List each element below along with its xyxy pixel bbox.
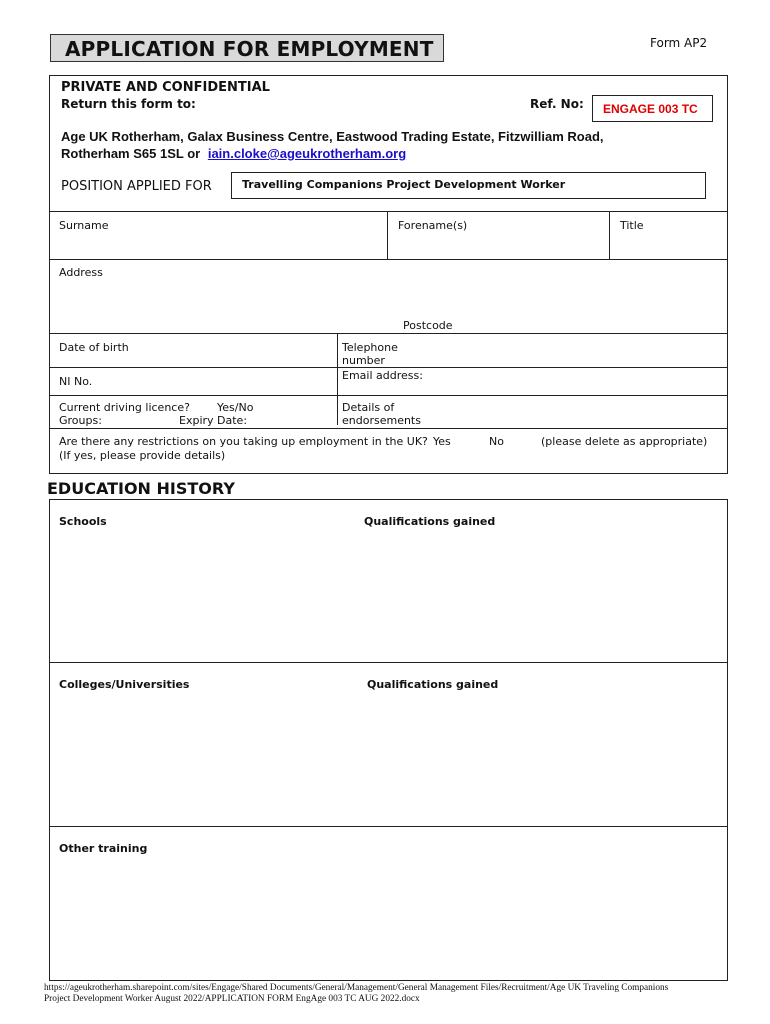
address-label: Address: [59, 266, 103, 279]
position-value: Travelling Companions Project Development Worker: [242, 178, 566, 191]
schools-label: Schools: [59, 515, 107, 528]
schools-field[interactable]: [50, 500, 350, 662]
colleges-label: Colleges/Universities: [59, 678, 190, 691]
forenames-field[interactable]: [388, 212, 609, 259]
email-label: Email address:: [342, 369, 423, 382]
ni-label: NI No.: [59, 375, 93, 388]
form-code: Form AP2: [650, 36, 708, 50]
restrictions-note: (please delete as appropriate): [541, 435, 708, 448]
postcode-label: Postcode: [403, 319, 453, 332]
page-title: APPLICATION FOR EMPLOYMENT: [65, 37, 434, 61]
restrictions-details-label: (If yes, please provide details): [59, 449, 226, 462]
restrictions-no-option[interactable]: No: [489, 435, 504, 448]
other-training-label: Other training: [59, 842, 148, 855]
title-label: Title: [620, 219, 644, 232]
footer-line-1: https://ageukrotherham.sharepoint.com/sites/Engage/Shared Documents/General/Management/General Management Files/Recruitment/Age UK Traveling Companions: [44, 983, 669, 993]
dob-label: Date of birth: [59, 341, 129, 354]
colleges-qualifications-field[interactable]: [350, 663, 727, 826]
footer-path: [44, 983, 734, 1005]
position-field[interactable]: [231, 172, 706, 199]
endorsements-field[interactable]: [338, 396, 727, 425]
groups-label: Groups:: [59, 414, 102, 427]
expiry-label: Expiry Date:: [179, 414, 248, 427]
endorsements-label-2: endorsements: [342, 414, 421, 427]
email-address-field[interactable]: [338, 368, 727, 395]
schools-qualifications-field[interactable]: [350, 500, 727, 662]
restrictions-field[interactable]: [50, 429, 727, 473]
endorsements-label-1: Details of: [342, 401, 395, 414]
position-label: POSITION APPLIED FOR: [61, 179, 212, 194]
ref-number-field[interactable]: [592, 95, 713, 122]
colleges-qualifications-label: Qualifications gained: [367, 678, 499, 691]
surname-field[interactable]: [50, 212, 387, 259]
address-line2: [61, 146, 406, 161]
title-field[interactable]: [610, 212, 727, 259]
restrictions-yes-option[interactable]: Yes: [433, 435, 451, 448]
ni-field[interactable]: [50, 368, 337, 395]
restrictions-question: Are there any restrictions on you taking up employment in the UK?: [59, 435, 428, 448]
forenames-label: Forename(s): [398, 219, 468, 232]
title-box: [50, 34, 444, 62]
education-heading: EDUCATION HISTORY: [47, 479, 235, 498]
email-link[interactable]: iain.cloke@ageukrotherham.org: [207, 146, 407, 161]
address-field[interactable]: [50, 260, 727, 333]
footer-line-2: Project Development Worker August 2022/APPLICATION FORM EngAge 003 TC AUG 2022.docx: [44, 994, 420, 1004]
return-to-label: Return this form to:: [61, 97, 196, 111]
address-line2-prefix: Rotherham S65 1SL or: [61, 146, 201, 161]
ref-label: Ref. No:: [530, 97, 584, 111]
telephone-field[interactable]: [338, 334, 727, 367]
telephone-label-2: number: [342, 354, 385, 367]
colleges-field[interactable]: [50, 663, 350, 826]
licence-label: Current driving licence?: [59, 401, 190, 414]
ref-number-value: ENGAGE 003 TC: [603, 102, 698, 116]
yes-no-option[interactable]: Yes/No: [217, 401, 254, 414]
address-line1: Age UK Rotherham, Galax Business Centre, Eastwood Trading Estate, Fitzwilliam Road,: [61, 129, 604, 144]
other-training-field[interactable]: [50, 827, 727, 980]
schools-qualifications-label: Qualifications gained: [364, 515, 496, 528]
surname-label: Surname: [59, 219, 109, 232]
driving-licence-field[interactable]: [50, 396, 337, 425]
telephone-label-1: Telephone: [342, 341, 398, 354]
confidential-label: PRIVATE AND CONFIDENTIAL: [61, 80, 270, 95]
dob-field[interactable]: [50, 334, 337, 367]
